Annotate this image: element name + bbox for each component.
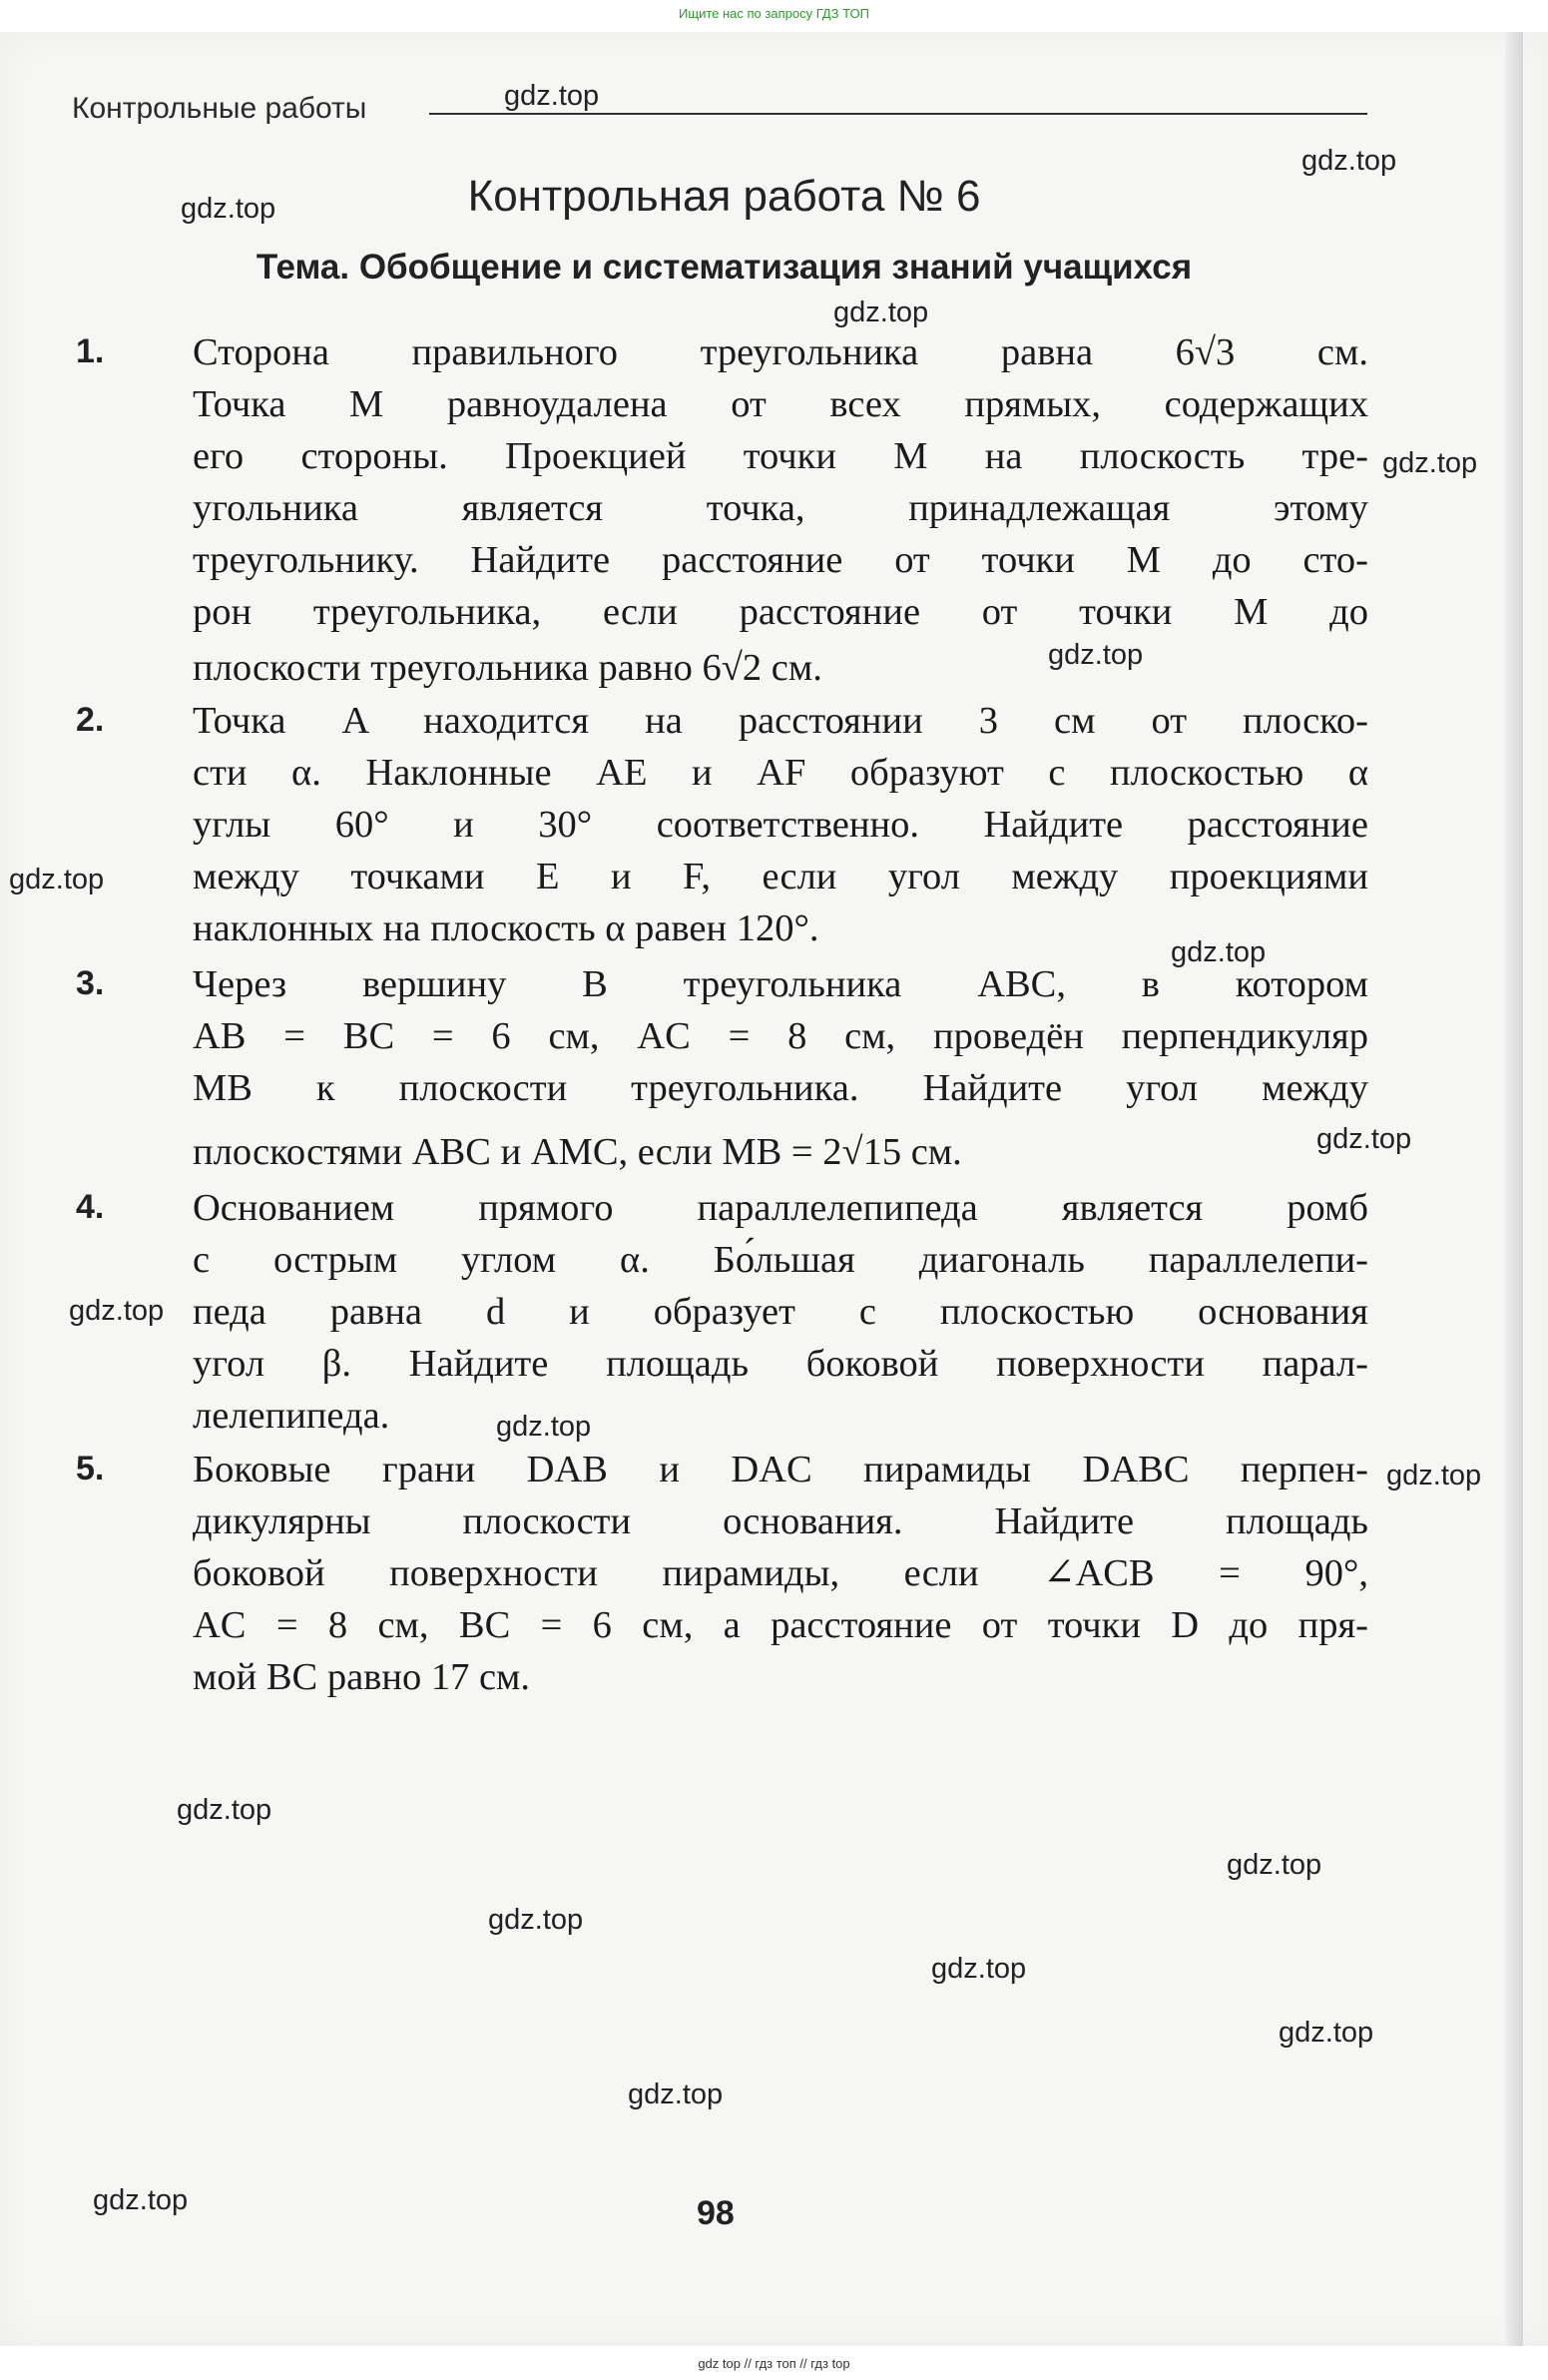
watermark-text: gdz.top: [488, 1904, 584, 1936]
task-line: плоскости треугольника равно 6√2 см.: [193, 647, 822, 689]
task-line: Точка A находится на расстоянии 3 см от плоско-: [193, 700, 1368, 742]
task-number: 3.: [76, 964, 105, 1002]
task-number: 5.: [76, 1450, 105, 1488]
task-line: угольника является точка, принадлежащая этому: [193, 487, 1368, 529]
watermark-text: gdz.top: [1048, 639, 1144, 671]
watermark-text: gdz.top: [9, 864, 105, 895]
watermark-text: gdz.top: [69, 1295, 165, 1327]
task-line: треугольнику. Найдите расстояние от точки M до сто-: [193, 539, 1368, 581]
task-line: Точка M равноудалена от всех прямых, содержащих: [193, 383, 1368, 425]
watermark-text: gdz.top: [1301, 145, 1397, 177]
watermark-text: gdz.top: [833, 297, 929, 328]
header-rule: [429, 113, 1367, 115]
watermark-text: gdz.top: [1279, 2017, 1374, 2049]
watermark-text: gdz.top: [1227, 1849, 1322, 1881]
page-subtitle: Тема. Обобщение и систематизация знаний учащихся: [256, 248, 1193, 287]
task-line: дикулярны плоскости основания. Найдите площадь: [193, 1500, 1368, 1542]
footer-caption: gdz top // гдз топ // гдз top: [698, 2356, 850, 2371]
task-number: 4.: [76, 1188, 105, 1226]
watermark-text: gdz.top: [1171, 936, 1267, 968]
task-number: 1.: [76, 332, 105, 370]
task-line: сти α. Наклонные AE и AF образуют с плоскостью α: [193, 752, 1368, 794]
task-line: рон треугольника, если расстояние от точки M до: [193, 591, 1368, 633]
task-line: AC = 8 см, BC = 6 см, а расстояние от точки D до пря-: [193, 1604, 1368, 1646]
task-line: его стороны. Проекцией точки M на плоскость тре-: [193, 435, 1368, 477]
task-line: Боковые грани DAB и DAC пирамиды DABC перпен-: [193, 1449, 1368, 1490]
watermark-text: gdz.top: [93, 2184, 189, 2216]
task-line: лелепипеда.: [193, 1395, 390, 1437]
task-line: мой BC равно 17 см.: [193, 1656, 531, 1698]
task-line: углы 60° и 30° соответственно. Найдите расстояние: [193, 804, 1368, 846]
task-line: боковой поверхности пирамиды, если ∠ACB = 90°,: [193, 1552, 1368, 1594]
task-line: Через вершину B треугольника ABC, в котором: [193, 963, 1368, 1005]
task-line: между точками E и F, если угол между проекциями: [193, 856, 1368, 897]
watermark-text: gdz.top: [177, 1794, 272, 1826]
task-line: AB = BC = 6 см, AC = 8 см, проведён перпендикуляр: [193, 1015, 1368, 1057]
watermark-text: gdz.top: [628, 2079, 724, 2110]
watermark-text: gdz.top: [931, 1953, 1027, 1985]
watermark-text: gdz.top: [1316, 1123, 1412, 1155]
task-number: 2.: [76, 701, 105, 739]
task-line: Основанием прямого параллелепипеда является ромб: [193, 1187, 1368, 1229]
task-line: Сторона правильного треугольника равна 6√3 см.: [193, 331, 1368, 373]
page-number: 98: [697, 2194, 735, 2232]
running-header: Контрольные работы: [72, 92, 367, 125]
task-line: угол β. Найдите площадь боковой поверхности парал-: [193, 1343, 1368, 1385]
watermark-text: gdz.top: [504, 80, 600, 112]
page-title: Контрольная работа № 6: [467, 172, 981, 221]
page-edge-shadow: [1505, 32, 1523, 2346]
watermark-text: gdz.top: [1386, 1460, 1482, 1491]
task-line: MB к плоскости треугольника. Найдите угол между: [193, 1067, 1368, 1109]
watermark-text: gdz.top: [1382, 447, 1478, 479]
task-line: плоскостями ABC и AMC, если MB = 2√15 см.: [193, 1131, 962, 1173]
task-line: педа равна d и образует с плоскостью основания: [193, 1291, 1368, 1333]
top-banner: Ищите нас по запросу ГДЗ ТОП: [679, 6, 869, 21]
watermark-text: gdz.top: [496, 1411, 592, 1443]
watermark-text: gdz.top: [181, 193, 276, 225]
task-line: наклонных на плоскость α равен 120°.: [193, 907, 819, 949]
task-line: с острым углом α. Бо́льшая диагональ параллелепи-: [193, 1239, 1368, 1281]
